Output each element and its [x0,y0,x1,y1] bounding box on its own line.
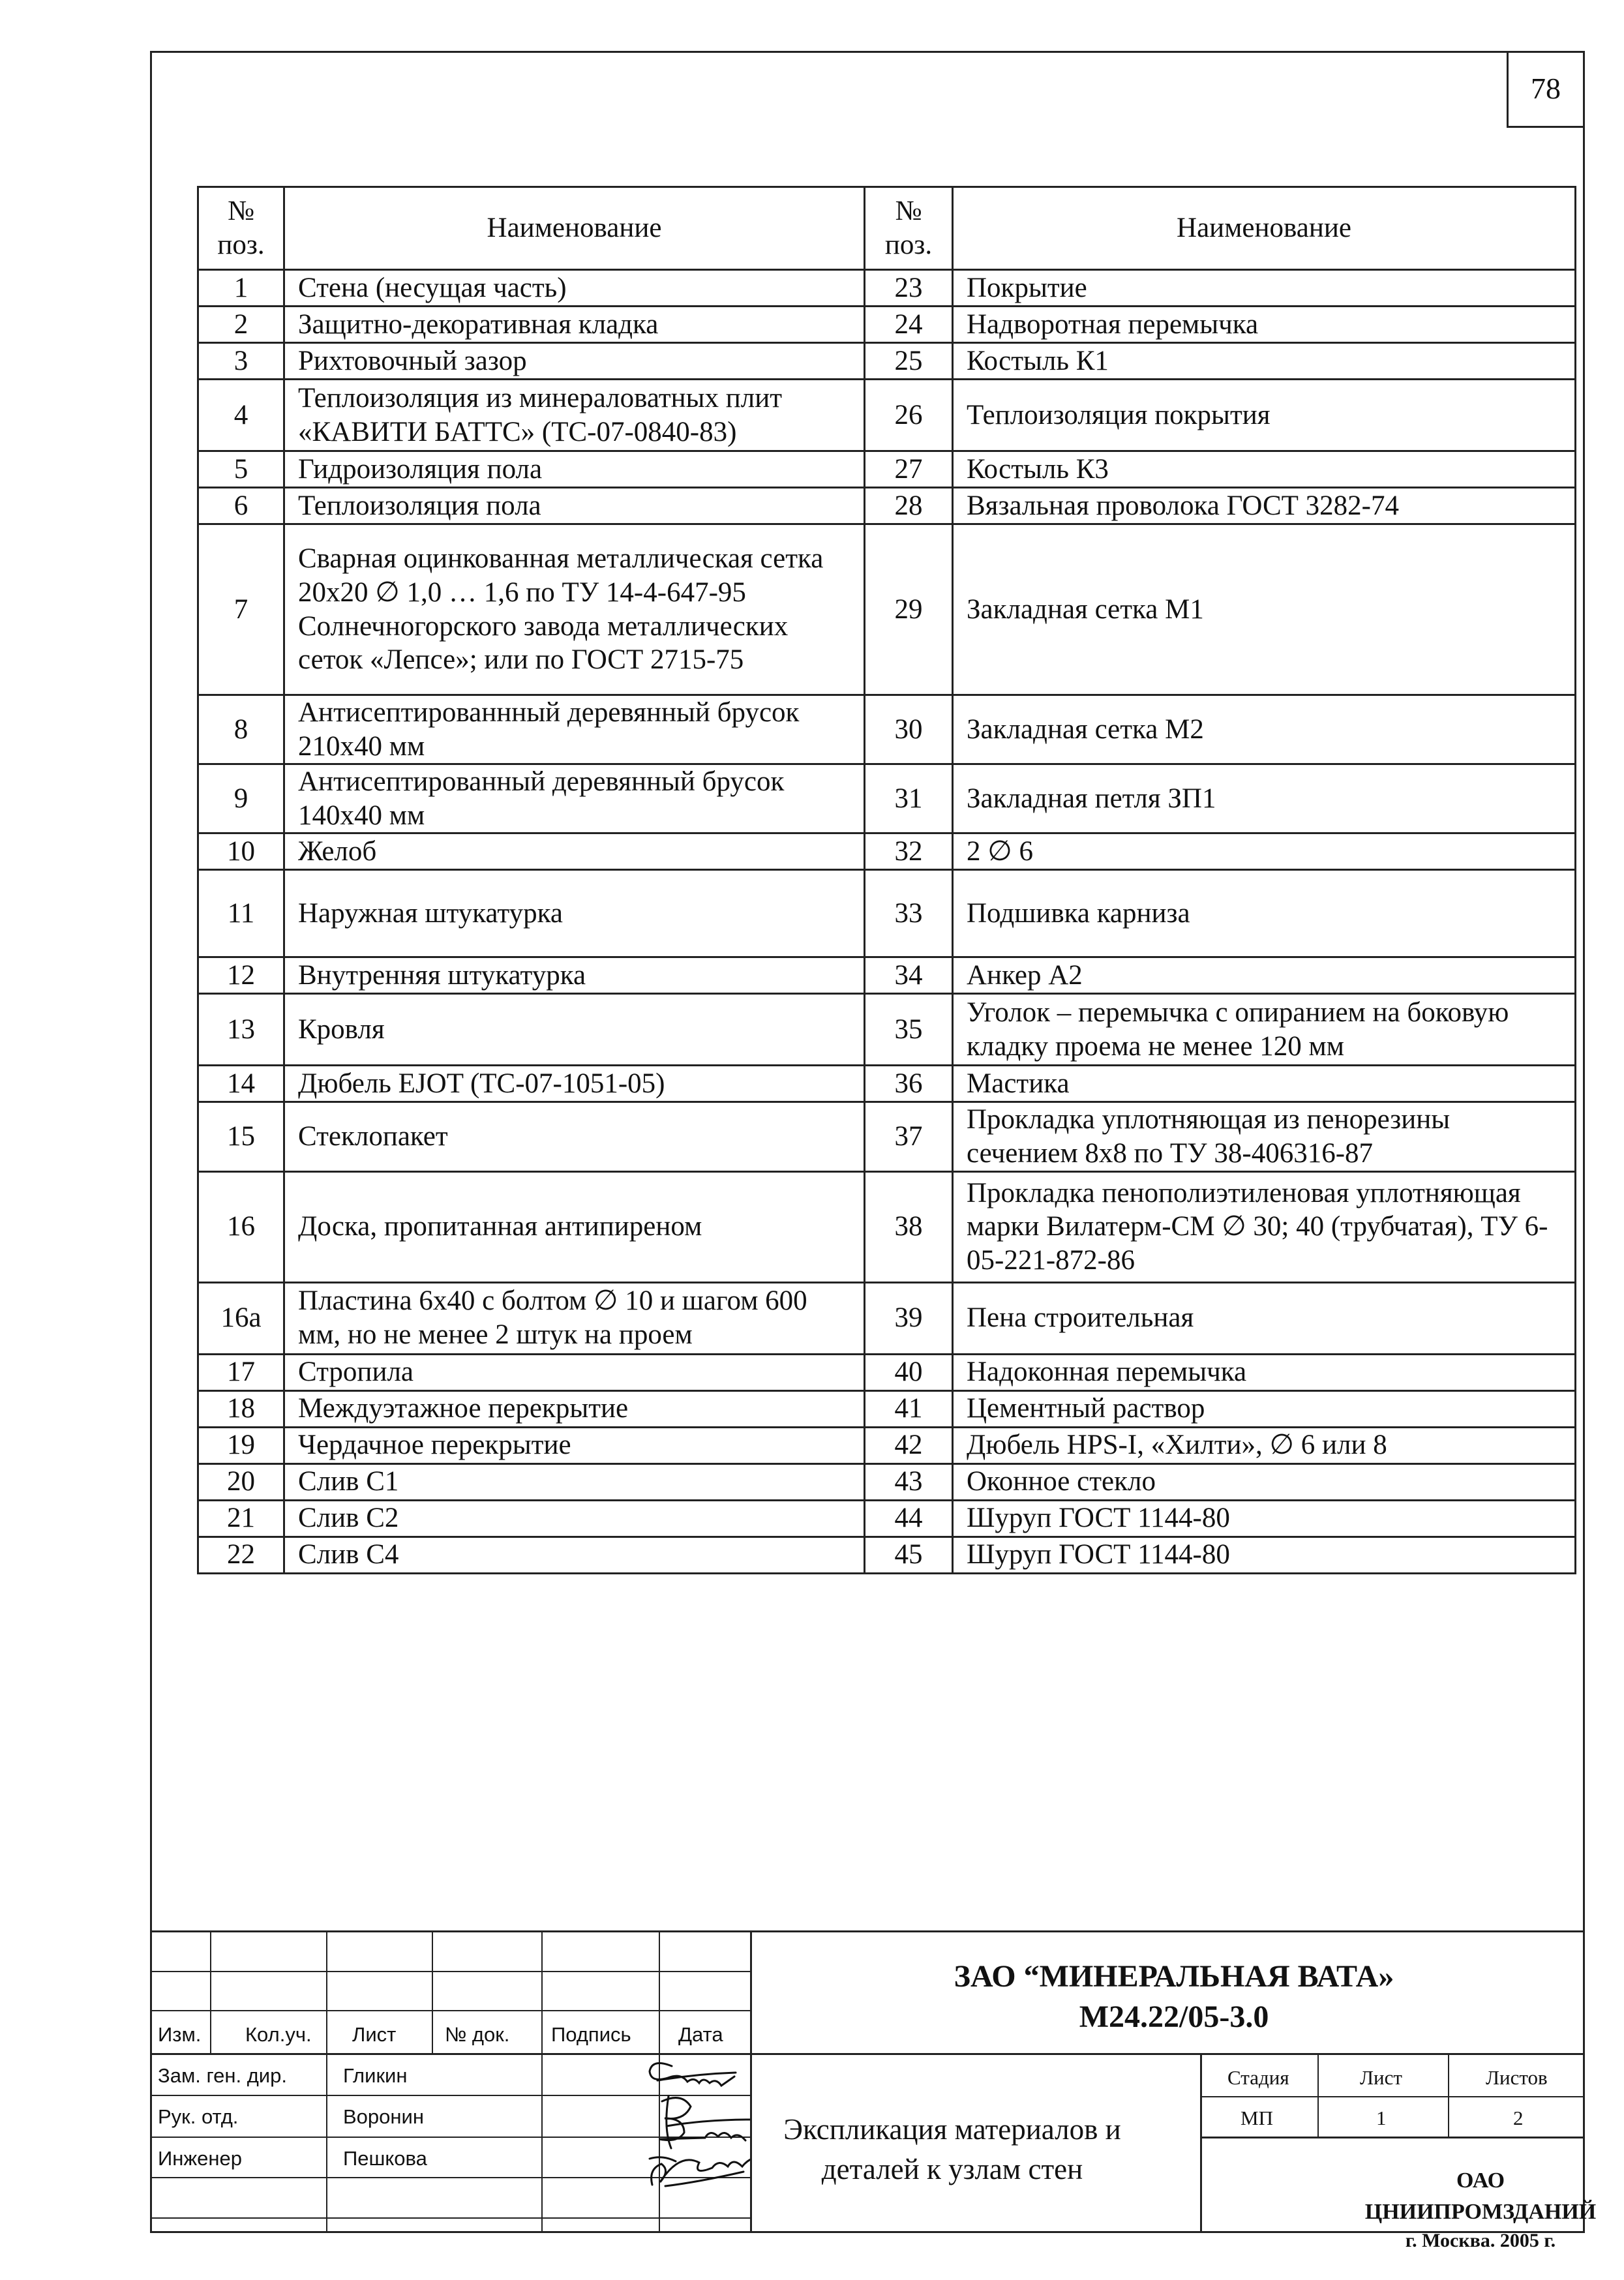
table-row [198,764,1576,833]
cell-name-right: Покрытие [953,270,1576,307]
col-podpis: Подпись [551,2023,631,2046]
col-kol-uch: Кол.уч. [245,2023,312,2046]
cell-pos-left: 18 [198,1390,284,1427]
cell-pos-left: 9 [198,764,284,833]
table-row [198,1066,1576,1102]
cell-name-left: Слив С2 [284,1500,865,1537]
handwritten-signatures [515,2048,750,2198]
cell-pos-left: 4 [198,380,284,451]
cell-pos-left: 20 [198,1463,284,1500]
cell-name-right: Подшивка карниза [953,870,1576,957]
cell-pos-right: 33 [865,870,953,957]
cell-name-right: Пена строительная [953,1282,1576,1354]
cell-name-right: Прокладка пенополиэтиленовая уплотняющая марки Вилатерм-СМ ∅ 30; 40 (трубчатая), ТУ 6-05-221-872-86 [953,1171,1576,1282]
header-pos-right: № поз. [865,187,953,270]
col-list: Лист [352,2023,397,2046]
role-inzhener: Инженер [158,2147,242,2170]
col-izm: Изм. [158,2023,202,2046]
cell-pos-right: 31 [865,764,953,833]
header-name-left: Наименование [284,187,865,270]
table-row [198,343,1576,380]
cell-name-right: Мастика [953,1066,1576,1102]
cell-name-right: Вязальная проволока ГОСТ 3282-74 [953,488,1576,524]
cell-pos-left: 6 [198,488,284,524]
cell-name-right: Анкер А2 [953,957,1576,994]
cell-pos-left: 11 [198,870,284,957]
cell-name-right: Костыль К1 [953,343,1576,380]
stage-label: Стадия [1227,2066,1289,2089]
cell-name-left: Внутренняя штукатурка [284,957,865,994]
cell-name-right: Прокладка уплотняющая из пенорезины сечением 8х8 по ТУ 38-406316-87 [953,1102,1576,1171]
table-header-row [198,187,1576,270]
cell-pos-left: 13 [198,994,284,1066]
cell-pos-left: 15 [198,1102,284,1171]
cell-name-left: Теплоизоляция пола [284,488,865,524]
cell-name-left: Сварная оцинкованная металлическая сетка 20х20 ∅ 1,0 … 1,6 по ТУ 14-4-647-95 Солнечногорского завода металлических сеток «Лепсе»; или по ГОСТ 2715-75 [284,524,865,695]
header-name-right: Наименование [953,187,1576,270]
name-voronin: Воронин [343,2105,424,2128]
header-pos-left: № поз. [198,187,284,270]
table-row [198,270,1576,307]
col-n-dok: № док. [445,2023,510,2046]
company-name: ЗАО “МИНЕРАЛЬНАЯ ВАТА» М24.22/05-3.0 [763,1957,1585,2038]
cell-pos-right: 25 [865,343,953,380]
cell-pos-right: 36 [865,1066,953,1102]
cell-name-right: Костыль К3 [953,451,1576,488]
cell-pos-left: 7 [198,524,284,695]
cell-pos-right: 30 [865,695,953,764]
cell-pos-left: 1 [198,270,284,307]
cell-name-left: Антисептированнный деревянный брусок 210х40 мм [284,695,865,764]
cell-pos-right: 35 [865,994,953,1066]
cell-name-right: Закладная сетка М2 [953,695,1576,764]
table-row [198,451,1576,488]
cell-pos-right: 41 [865,1390,953,1427]
title-block [150,1930,1597,2252]
cell-pos-left: 14 [198,1066,284,1102]
table-row [198,695,1576,764]
cell-name-left: Доска, пропитанная антипиреном [284,1171,865,1282]
table-row [198,1537,1576,1573]
cell-name-left: Теплоизоляция из минераловатных плит «КАВИТИ БАТТС» (ТС-07-0840-83) [284,380,865,451]
cell-name-right: Теплоизоляция покрытия [953,380,1576,451]
name-glikin: Гликин [343,2064,408,2087]
cell-pos-left: 2 [198,307,284,343]
cell-pos-right: 43 [865,1463,953,1500]
cell-pos-right: 37 [865,1102,953,1171]
table-row [198,833,1576,870]
table-row [198,870,1576,957]
cell-name-right: Закладная сетка М1 [953,524,1576,695]
cell-pos-right: 38 [865,1171,953,1282]
cell-name-left: Кровля [284,994,865,1066]
table-row [198,957,1576,994]
cell-name-right: Надворотная перемычка [953,307,1576,343]
cell-pos-left: 21 [198,1500,284,1537]
cell-pos-right: 44 [865,1500,953,1537]
cell-pos-left: 19 [198,1427,284,1463]
cell-name-right: Шуруп ГОСТ 1144-80 [953,1500,1576,1537]
cell-name-left: Дюбель EJOT (ТС-07-1051-05) [284,1066,865,1102]
cell-pos-left: 16 [198,1171,284,1282]
cell-name-right: Уголок – перемычка с опиранием на боковую кладку проема не менее 120 мм [953,994,1576,1066]
cell-pos-right: 26 [865,380,953,451]
cell-pos-right: 40 [865,1354,953,1390]
cell-name-left: Чердачное перекрытие [284,1427,865,1463]
cell-pos-right: 27 [865,451,953,488]
table-row [198,1463,1576,1500]
role-ruk-otd: Рук. отд. [158,2105,239,2128]
cell-pos-right: 42 [865,1427,953,1463]
cell-name-right: Закладная петля ЗП1 [953,764,1576,833]
cell-pos-right: 45 [865,1537,953,1573]
cell-name-right: Цементный раствор [953,1390,1576,1427]
cell-pos-right: 23 [865,270,953,307]
cell-name-left: Защитно-декоративная кладка [284,307,865,343]
cell-pos-left: 16а [198,1282,284,1354]
page-number: 78 [1507,51,1585,128]
cell-pos-right: 29 [865,524,953,695]
cell-pos-right: 34 [865,957,953,994]
col-data: Дата [678,2023,723,2046]
document-title: Экспликация материалов и деталей к узлам стен [783,2113,1121,2185]
cell-name-left: Гидроизоляция пола [284,451,865,488]
stage-value: МП [1241,2107,1273,2129]
cell-name-left: Стена (несущая часть) [284,270,865,307]
cell-name-left: Слив С4 [284,1537,865,1573]
cell-name-right: Надоконная перемычка [953,1354,1576,1390]
sheet-label: Лист [1360,2066,1402,2089]
cell-name-right: Дюбель HPS-I, «Хилти», ∅ 6 или 8 [953,1427,1576,1463]
cell-name-right: 2 ∅ 6 [953,833,1576,870]
table-row [198,380,1576,451]
cell-name-left: Стропила [284,1354,865,1390]
table-row [198,307,1576,343]
cell-name-left: Наружная штукатурка [284,870,865,957]
sheets-value: 2 [1513,2107,1524,2129]
cell-name-right: Оконное стекло [953,1463,1576,1500]
table-row [198,488,1576,524]
cell-name-left: Желоб [284,833,865,870]
document-code: М24.22/05-3.0 [1079,2000,1269,2035]
cell-pos-left: 12 [198,957,284,994]
cell-pos-right: 32 [865,833,953,870]
cell-name-left: Междуэтажное перекрытие [284,1390,865,1427]
cell-pos-right: 24 [865,307,953,343]
cell-pos-right: 28 [865,488,953,524]
cell-pos-left: 3 [198,343,284,380]
cell-pos-left: 17 [198,1354,284,1390]
cell-name-left: Слив С1 [284,1463,865,1500]
role-zam-gen-dir: Зам. ген. дир. [158,2064,287,2087]
cell-pos-left: 10 [198,833,284,870]
table-row [198,1354,1576,1390]
sheet-value: 1 [1376,2107,1387,2129]
organization: ОАО ЦНИИПРОМЗДАНИЙ г. Москва. 2005 г. [1364,2168,1597,2252]
cell-pos-left: 22 [198,1537,284,1573]
table-row [198,1427,1576,1463]
table-row [198,1171,1576,1282]
name-peshkova: Пешкова [343,2147,427,2170]
table-row [198,1282,1576,1354]
cell-name-right: Шуруп ГОСТ 1144-80 [953,1537,1576,1573]
table-row [198,1390,1576,1427]
cell-pos-right: 39 [865,1282,953,1354]
sheets-label: Листов [1486,2066,1548,2089]
cell-name-left: Пластина 6х40 с болтом ∅ 10 и шагом 600 мм, но не менее 2 штук на проем [284,1282,865,1354]
cell-name-left: Рихтовочный зазор [284,343,865,380]
cell-name-left: Стеклопакет [284,1102,865,1171]
cell-pos-left: 8 [198,695,284,764]
table-row [198,994,1576,1066]
table-row [198,524,1576,695]
table-row [198,1500,1576,1537]
cell-pos-left: 5 [198,451,284,488]
explication-table [197,186,1576,1574]
cell-name-left: Антисептированный деревянный брусок 140х40 мм [284,764,865,833]
table-row [198,1102,1576,1171]
